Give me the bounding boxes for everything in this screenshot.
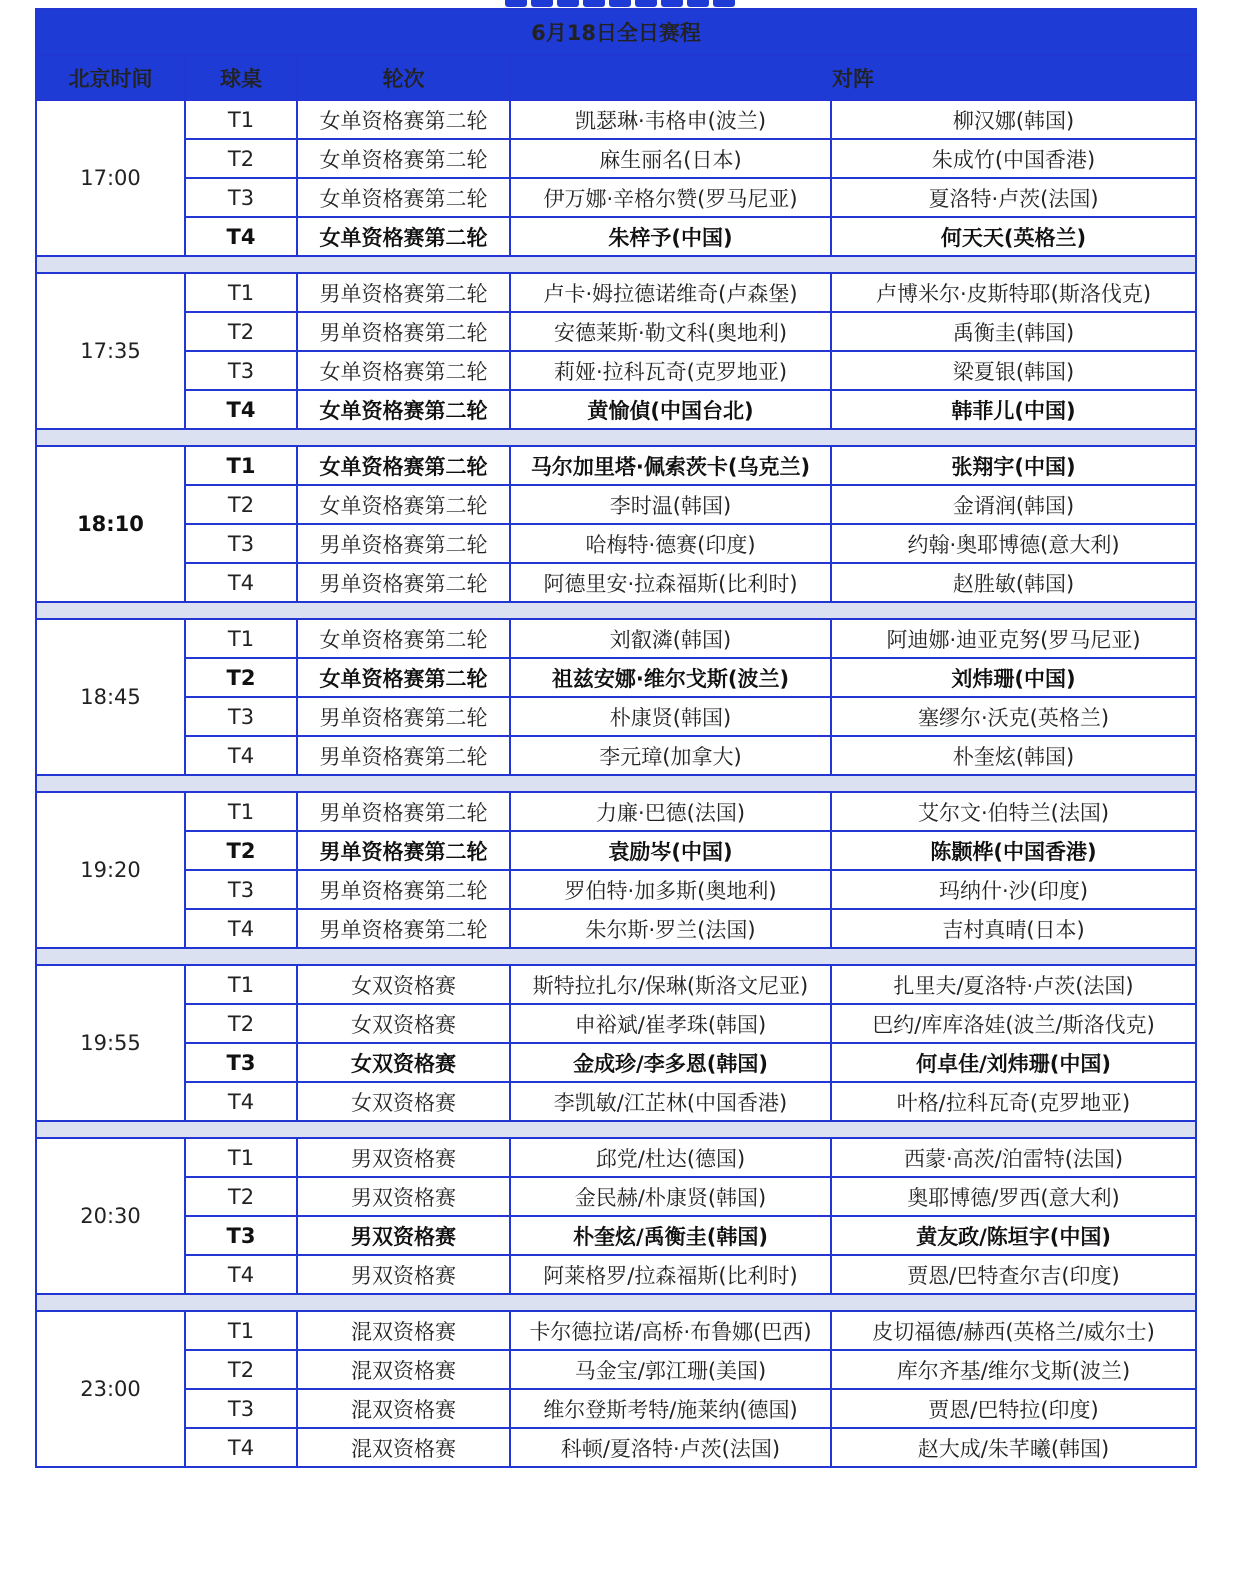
- table-cell: T1: [185, 792, 297, 831]
- round-cell: 男双资格赛: [297, 1138, 510, 1177]
- separator-cell: [36, 602, 1196, 619]
- player1-cell: 刘叡潾(韩国): [510, 619, 831, 658]
- separator-cell: [36, 775, 1196, 792]
- round-cell: 男单资格赛第二轮: [297, 563, 510, 602]
- player2-cell: 奥耶博德/罗西(意大利): [831, 1177, 1196, 1216]
- session-time: 18:45: [36, 619, 185, 775]
- table-cell: T3: [185, 351, 297, 390]
- table-row: [36, 524, 1196, 563]
- table-row: [36, 658, 1196, 697]
- session-time: 19:55: [36, 965, 185, 1121]
- player2-cell: 玛纳什·沙(印度): [831, 870, 1196, 909]
- table-cell: T3: [185, 524, 297, 563]
- round-cell: 男双资格赛: [297, 1216, 510, 1255]
- player2-cell: 陈颢桦(中国香港): [831, 831, 1196, 870]
- table-row: [36, 1428, 1196, 1467]
- column-header-row: [36, 55, 1196, 100]
- player2-cell: 朱成竹(中国香港): [831, 139, 1196, 178]
- table-row: [36, 619, 1196, 658]
- table-cell: T2: [185, 658, 297, 697]
- player1-cell: 马尔加里塔·佩索茨卡(乌克兰): [510, 446, 831, 485]
- session-separator: [36, 1121, 1196, 1138]
- table-cell: T2: [185, 485, 297, 524]
- session-time: 19:20: [36, 792, 185, 948]
- table-cell: T4: [185, 1428, 297, 1467]
- round-cell: 混双资格赛: [297, 1350, 510, 1389]
- player2-cell: 库尔齐基/维尔戈斯(波兰): [831, 1350, 1196, 1389]
- player2-cell: 约翰·奥耶博德(意大利): [831, 524, 1196, 563]
- table-row: [36, 485, 1196, 524]
- table-cell: T2: [185, 1350, 297, 1389]
- player2-cell: 卢博米尔·皮斯特耶(斯洛伐克): [831, 273, 1196, 312]
- table-cell: T2: [185, 1177, 297, 1216]
- column-header-table: 球桌: [185, 55, 297, 100]
- table-row: [36, 1004, 1196, 1043]
- player1-cell: 朴奎炫/禹衡圭(韩国): [510, 1216, 831, 1255]
- round-cell: 女单资格赛第二轮: [297, 446, 510, 485]
- table-row: [36, 909, 1196, 948]
- title-row: [36, 9, 1196, 55]
- column-header-round: 轮次: [297, 55, 510, 100]
- player2-cell: 叶格/拉科瓦奇(克罗地亚): [831, 1082, 1196, 1121]
- player2-cell: 黄友政/陈垣宇(中国): [831, 1216, 1196, 1255]
- table-cell: T4: [185, 909, 297, 948]
- round-cell: 女双资格赛: [297, 965, 510, 1004]
- schedule-body: [36, 100, 1196, 1467]
- player1-cell: 罗伯特·加多斯(奥地利): [510, 870, 831, 909]
- table-row: [36, 312, 1196, 351]
- table-cell: T4: [185, 217, 297, 256]
- table-row: [36, 446, 1196, 485]
- player1-cell: 金成珍/李多恩(韩国): [510, 1043, 831, 1082]
- player1-cell: 卡尔德拉诺/高桥·布鲁娜(巴西): [510, 1311, 831, 1350]
- table-cell: T3: [185, 1043, 297, 1082]
- player2-cell: 梁夏银(韩国): [831, 351, 1196, 390]
- player1-cell: 伊万娜·辛格尔赞(罗马尼亚): [510, 178, 831, 217]
- table-row: [36, 1350, 1196, 1389]
- round-cell: 男双资格赛: [297, 1177, 510, 1216]
- player1-cell: 祖兹安娜·维尔戈斯(波兰): [510, 658, 831, 697]
- player1-cell: 力廉·巴德(法国): [510, 792, 831, 831]
- player2-cell: 巴约/库库洛娃(波兰/斯洛伐克): [831, 1004, 1196, 1043]
- round-cell: 混双资格赛: [297, 1428, 510, 1467]
- separator-cell: [36, 256, 1196, 273]
- session-separator: [36, 602, 1196, 619]
- separator-cell: [36, 1294, 1196, 1311]
- round-cell: 男单资格赛第二轮: [297, 524, 510, 563]
- table-row: [36, 178, 1196, 217]
- schedule-table: [35, 8, 1197, 1468]
- table-cell: T4: [185, 736, 297, 775]
- session-time: 17:00: [36, 100, 185, 256]
- player2-cell: 贾恩/巴特查尔吉(印度): [831, 1255, 1196, 1294]
- player1-cell: 马金宝/郭江珊(美国): [510, 1350, 831, 1389]
- round-cell: 女双资格赛: [297, 1082, 510, 1121]
- round-cell: 男单资格赛第二轮: [297, 312, 510, 351]
- round-cell: 男单资格赛第二轮: [297, 697, 510, 736]
- table-row: [36, 100, 1196, 139]
- table-cell: T2: [185, 831, 297, 870]
- player1-cell: 科顿/夏洛特·卢茨(法国): [510, 1428, 831, 1467]
- player2-cell: 赵胜敏(韩国): [831, 563, 1196, 602]
- player2-cell: 塞缪尔·沃克(英格兰): [831, 697, 1196, 736]
- round-cell: 女单资格赛第二轮: [297, 390, 510, 429]
- table-row: [36, 1311, 1196, 1350]
- round-cell: 女单资格赛第二轮: [297, 217, 510, 256]
- player2-cell: 阿迪娜·迪亚克努(罗马尼亚): [831, 619, 1196, 658]
- session-separator: [36, 775, 1196, 792]
- session-separator: [36, 429, 1196, 446]
- round-cell: 女单资格赛第二轮: [297, 485, 510, 524]
- table-cell: T3: [185, 870, 297, 909]
- player1-cell: 卢卡·姆拉德诺维奇(卢森堡): [510, 273, 831, 312]
- table-cell: T4: [185, 563, 297, 602]
- logo-glyphs: [505, 0, 735, 7]
- schedule-title: 6月18日全日赛程: [36, 9, 1196, 55]
- table-cell: T1: [185, 965, 297, 1004]
- table-cell: T4: [185, 390, 297, 429]
- table-row: [36, 390, 1196, 429]
- player2-cell: 贾恩/巴特拉(印度): [831, 1389, 1196, 1428]
- player1-cell: 莉娅·拉科瓦奇(克罗地亚): [510, 351, 831, 390]
- table-cell: T3: [185, 178, 297, 217]
- round-cell: 混双资格赛: [297, 1389, 510, 1428]
- table-row: [36, 965, 1196, 1004]
- table-cell: T1: [185, 619, 297, 658]
- player1-cell: 朱梓予(中国): [510, 217, 831, 256]
- player2-cell: 扎里夫/夏洛特·卢茨(法国): [831, 965, 1196, 1004]
- table-cell: T1: [185, 1311, 297, 1350]
- round-cell: 男单资格赛第二轮: [297, 831, 510, 870]
- table-cell: T3: [185, 1389, 297, 1428]
- table-row: [36, 831, 1196, 870]
- table-cell: T2: [185, 139, 297, 178]
- table-row: [36, 1082, 1196, 1121]
- round-cell: 男单资格赛第二轮: [297, 273, 510, 312]
- player2-cell: 西蒙·高茨/泊雷特(法国): [831, 1138, 1196, 1177]
- round-cell: 混双资格赛: [297, 1311, 510, 1350]
- player1-cell: 斯特拉扎尔/保琳(斯洛文尼亚): [510, 965, 831, 1004]
- player1-cell: 邱党/杜达(德国): [510, 1138, 831, 1177]
- table-row: [36, 792, 1196, 831]
- table-cell: T2: [185, 312, 297, 351]
- column-header-time: 北京时间: [36, 55, 185, 100]
- player2-cell: 张翔宇(中国): [831, 446, 1196, 485]
- table-cell: T2: [185, 1004, 297, 1043]
- separator-cell: [36, 429, 1196, 446]
- round-cell: 女单资格赛第二轮: [297, 619, 510, 658]
- player2-cell: 夏洛特·卢茨(法国): [831, 178, 1196, 217]
- round-cell: 男单资格赛第二轮: [297, 909, 510, 948]
- round-cell: 女双资格赛: [297, 1043, 510, 1082]
- player1-cell: 黄愉偵(中国台北): [510, 390, 831, 429]
- player2-cell: 韩菲儿(中国): [831, 390, 1196, 429]
- player2-cell: 何天天(英格兰): [831, 217, 1196, 256]
- player1-cell: 麻生丽名(日本): [510, 139, 831, 178]
- round-cell: 女单资格赛第二轮: [297, 100, 510, 139]
- round-cell: 女单资格赛第二轮: [297, 658, 510, 697]
- session-separator: [36, 948, 1196, 965]
- player1-cell: 朱尔斯·罗兰(法国): [510, 909, 831, 948]
- table-row: [36, 697, 1196, 736]
- table-row: [36, 1043, 1196, 1082]
- player2-cell: 朴奎炫(韩国): [831, 736, 1196, 775]
- player1-cell: 凯瑟琳·韦格申(波兰): [510, 100, 831, 139]
- round-cell: 男单资格赛第二轮: [297, 870, 510, 909]
- table-cell: T1: [185, 273, 297, 312]
- table-row: [36, 1138, 1196, 1177]
- session-separator: [36, 1294, 1196, 1311]
- session-time: 17:35: [36, 273, 185, 429]
- session-time: 23:00: [36, 1311, 185, 1467]
- round-cell: 女单资格赛第二轮: [297, 139, 510, 178]
- table-row: [36, 870, 1196, 909]
- table-cell: T1: [185, 1138, 297, 1177]
- player1-cell: 袁励岑(中国): [510, 831, 831, 870]
- table-row: [36, 139, 1196, 178]
- player2-cell: 禹衡圭(韩国): [831, 312, 1196, 351]
- round-cell: 男单资格赛第二轮: [297, 736, 510, 775]
- table-row: [36, 1216, 1196, 1255]
- player1-cell: 李时温(韩国): [510, 485, 831, 524]
- table-cell: T3: [185, 697, 297, 736]
- table-cell: T3: [185, 1216, 297, 1255]
- player2-cell: 刘炜珊(中国): [831, 658, 1196, 697]
- table-row: [36, 563, 1196, 602]
- round-cell: 男双资格赛: [297, 1255, 510, 1294]
- session-time: 18:10: [36, 446, 185, 602]
- table-cell: T4: [185, 1255, 297, 1294]
- player1-cell: 阿莱格罗/拉森福斯(比利时): [510, 1255, 831, 1294]
- session-separator: [36, 256, 1196, 273]
- player1-cell: 申裕斌/崔孝珠(韩国): [510, 1004, 831, 1043]
- player2-cell: 何卓佳/刘炜珊(中国): [831, 1043, 1196, 1082]
- round-cell: 男单资格赛第二轮: [297, 792, 510, 831]
- table-cell: T1: [185, 100, 297, 139]
- table-row: [36, 1177, 1196, 1216]
- round-cell: 女单资格赛第二轮: [297, 178, 510, 217]
- player2-cell: 艾尔文·伯特兰(法国): [831, 792, 1196, 831]
- table-row: [36, 351, 1196, 390]
- round-cell: 女单资格赛第二轮: [297, 351, 510, 390]
- session-time: 20:30: [36, 1138, 185, 1294]
- table-row: [36, 1389, 1196, 1428]
- table-row: [36, 273, 1196, 312]
- player1-cell: 哈梅特·德赛(印度): [510, 524, 831, 563]
- player2-cell: 柳汉娜(韩国): [831, 100, 1196, 139]
- table-cell: T4: [185, 1082, 297, 1121]
- table-row: [36, 217, 1196, 256]
- player1-cell: 金民赫/朴康贤(韩国): [510, 1177, 831, 1216]
- player1-cell: 李凯敏/江芷林(中国香港): [510, 1082, 831, 1121]
- round-cell: 女双资格赛: [297, 1004, 510, 1043]
- player1-cell: 维尔登斯考特/施莱纳(德国): [510, 1389, 831, 1428]
- separator-cell: [36, 1121, 1196, 1138]
- player1-cell: 阿德里安·拉森福斯(比利时): [510, 563, 831, 602]
- player1-cell: 朴康贤(韩国): [510, 697, 831, 736]
- player2-cell: 金谞润(韩国): [831, 485, 1196, 524]
- table-cell: T1: [185, 446, 297, 485]
- column-header-matchup: 对阵: [510, 55, 1196, 100]
- separator-cell: [36, 948, 1196, 965]
- player2-cell: 皮切福德/赫西(英格兰/威尔士): [831, 1311, 1196, 1350]
- player2-cell: 吉村真晴(日本): [831, 909, 1196, 948]
- player2-cell: 赵大成/朱芊曦(韩国): [831, 1428, 1196, 1467]
- player1-cell: 李元璋(加拿大): [510, 736, 831, 775]
- table-row: [36, 1255, 1196, 1294]
- player1-cell: 安德莱斯·勒文科(奥地利): [510, 312, 831, 351]
- table-row: [36, 736, 1196, 775]
